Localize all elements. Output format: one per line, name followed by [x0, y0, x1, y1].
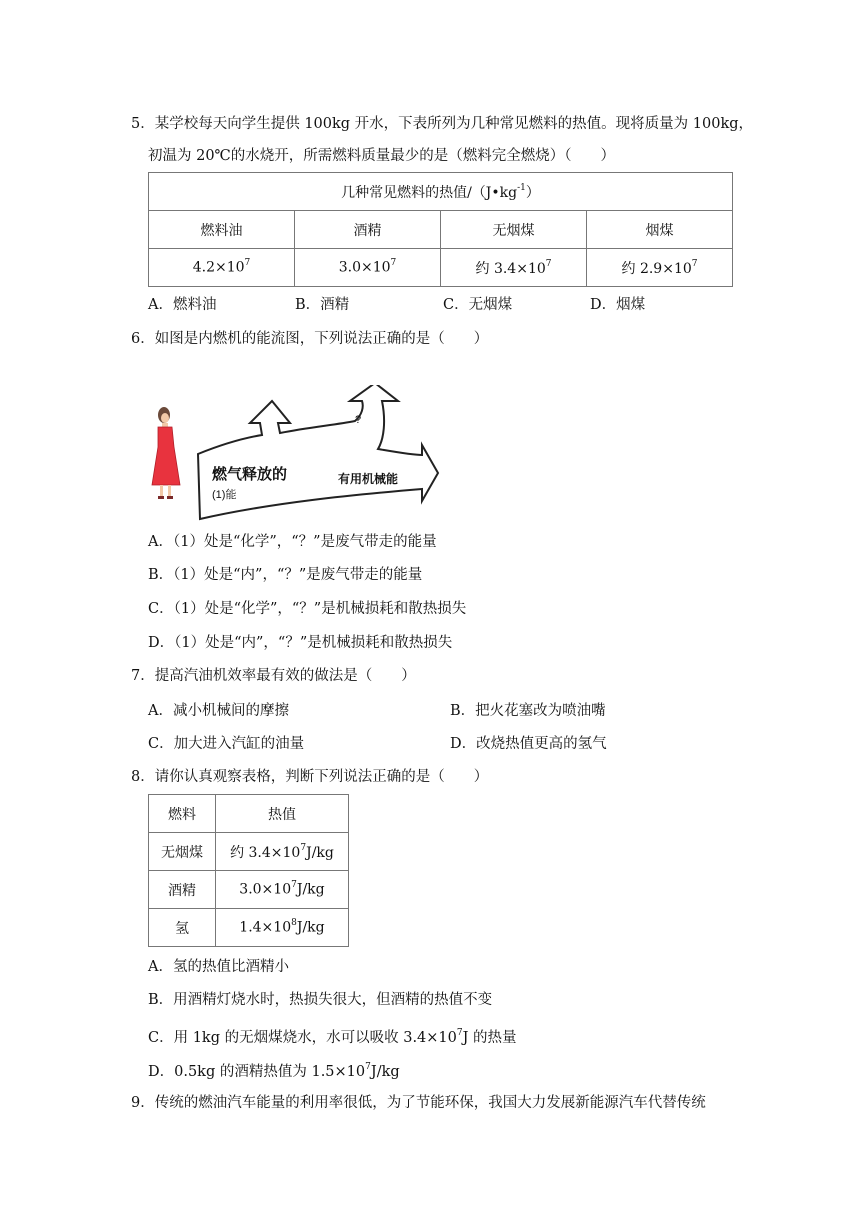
q8-header-cell: 热值 [215, 795, 348, 833]
q8-value-cell: $3.0\times 10^7J/kg$ [215, 871, 348, 909]
q8-header-cell: 燃料 [149, 795, 216, 833]
q5-stem-line2: 初温为 20℃的水烧开，所需燃料质量最少的是（燃料完全燃烧）（ ） [148, 148, 616, 164]
q9-stem-line1: 9．传统的燃油汽车能量的利用率很低，为了节能环保，我国大力发展新能源汽车代替传统 [131, 1095, 706, 1111]
q8-fuel-cell: 氢 [149, 909, 216, 947]
q8-option-d[interactable]: D．0.5kg 的酒精热值为 $1.5\times 10^7J/kg$ [148, 1062, 400, 1080]
q5-option-c[interactable]: C．无烟煤 [443, 297, 513, 313]
q8-value-cell: 约 $3.4\times 10^7J/kg$ [215, 833, 348, 871]
q5-value-cell: 约 $3.4\times 10^7$ [441, 249, 587, 287]
q7-option-a[interactable]: A．减小机械间的摩擦 [148, 703, 289, 719]
q5-table-title: 几种常见燃料的热值$/(J•kg^{-1})$ [149, 173, 733, 211]
q6-option-a[interactable]: A．（1）处是“化学”，“？”是废气带走的能量 [148, 534, 437, 550]
q7-option-b[interactable]: B．把火花塞改为喷油嘴 [450, 703, 606, 719]
q6-option-d[interactable]: D．（1）处是“内”，“？”是机械损耗和散热损失 [148, 635, 453, 651]
q6-option-c[interactable]: C．（1）处是“化学”，“？”是机械损耗和散热损失 [148, 601, 467, 617]
energy-flow-diagram [150, 385, 440, 525]
q8-option-a[interactable]: A．氢的热值比酒精小 [148, 959, 289, 975]
useful-energy-label: 有用机械能 [338, 472, 399, 486]
q7-option-d[interactable]: D．改烧热值更高的氢气 [450, 736, 607, 752]
q5-stem-line1: 5．某学校每天向学生提供 100kg 开水，下表所列为几种常见燃料的热值。现将质量为 100kg， [131, 116, 754, 132]
girl-figure [152, 407, 180, 499]
q5-option-a[interactable]: A．燃料油 [148, 297, 217, 313]
q5-header-cell: 烟煤 [587, 211, 733, 249]
q5-value-cell: 约 $2.9\times 10^7$ [587, 249, 733, 287]
q5-option-b[interactable]: B．酒精 [295, 297, 350, 313]
q6-option-b[interactable]: B．（1）处是“内”，“？”是废气带走的能量 [148, 567, 423, 583]
main-energy-label: 燃气释放的 [212, 466, 288, 483]
q8-value-cell: $1.4\times 10^8J/kg$ [215, 909, 348, 947]
q7-option-c[interactable]: C．加大进入汽缸的油量 [148, 736, 305, 752]
q7-stem: 7．提高汽油机效率最有效的做法是（ ） [131, 668, 416, 684]
blank-1-label: (1)能 [212, 489, 237, 501]
q8-option-c[interactable]: C．用 1kg 的无烟煤烧水，水可以吸收 $3.4\times 10^7J$ 的热量 [148, 1028, 517, 1046]
q6-stem: 6．如图是内燃机的能流图，下列说法正确的是（ ） [131, 331, 489, 347]
q8-option-b[interactable]: B．用酒精灯烧水时，热损失很大，但酒精的热值不变 [148, 992, 493, 1008]
q8-fuel-cell: 酒精 [149, 871, 216, 909]
q5-value-cell: $3.0\times 10^7$ [295, 249, 441, 287]
q5-fuel-table [148, 172, 733, 287]
question-mark-label: ? [355, 414, 362, 426]
q8-stem: 8．请你认真观察表格，判断下列说法正确的是（ ） [131, 769, 489, 785]
q5-option-d[interactable]: D．烟煤 [590, 297, 646, 313]
q5-header-cell: 无烟煤 [441, 211, 587, 249]
q5-header-cell: 酒精 [295, 211, 441, 249]
q5-header-cell: 燃料油 [149, 211, 295, 249]
q5-value-cell: $4.2\times 10^7$ [149, 249, 295, 287]
q8-fuel-table [148, 794, 349, 947]
energy-flow-svg [150, 385, 440, 525]
q8-fuel-cell: 无烟煤 [149, 833, 216, 871]
